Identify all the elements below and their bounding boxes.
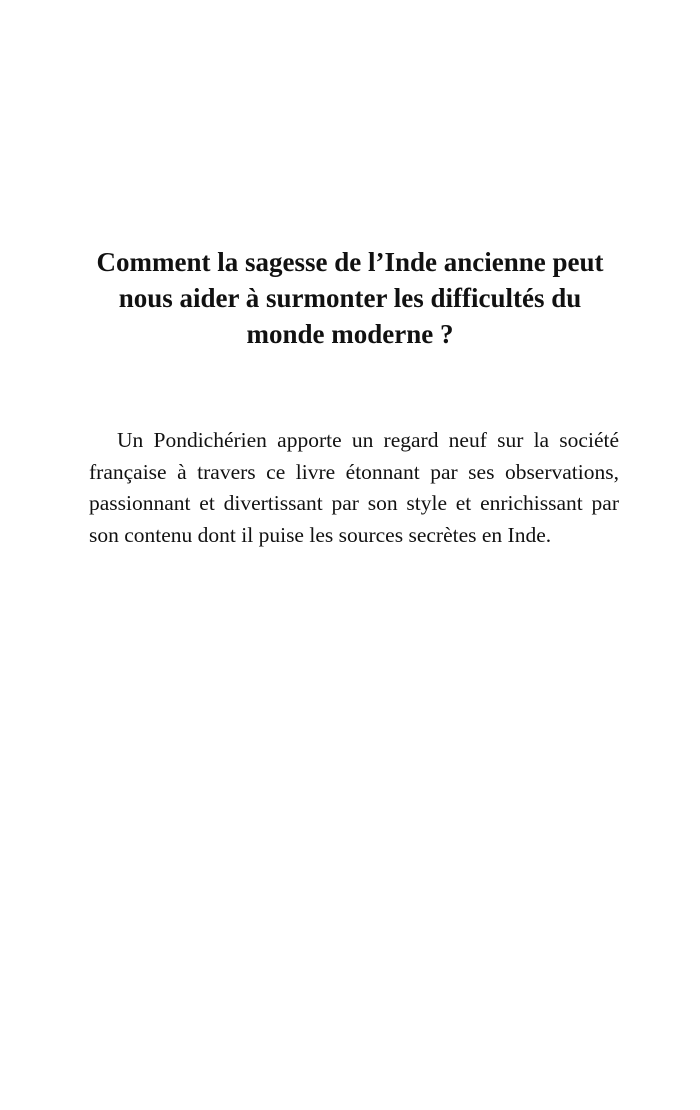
paragraph-line: son contenu dont il puise les sources secrètes en Inde. [89,522,552,547]
title-line: monde moderne ? [246,319,454,349]
summary-paragraph [89,425,619,551]
title-line: Comment la sagesse de l’Inde ancienne peut [96,247,604,277]
title-line: nous aider à surmonter les difficultés du [118,283,582,313]
paragraph-line: française à travers ce livre étonnant par ses observations, [89,459,619,484]
paragraph-line: passionnant et divertissant par son style et enrichissant par [89,491,619,515]
page-title [60,244,640,352]
paragraph-line: Un Pondichérien apporte un regard neuf sur la société [117,428,619,452]
